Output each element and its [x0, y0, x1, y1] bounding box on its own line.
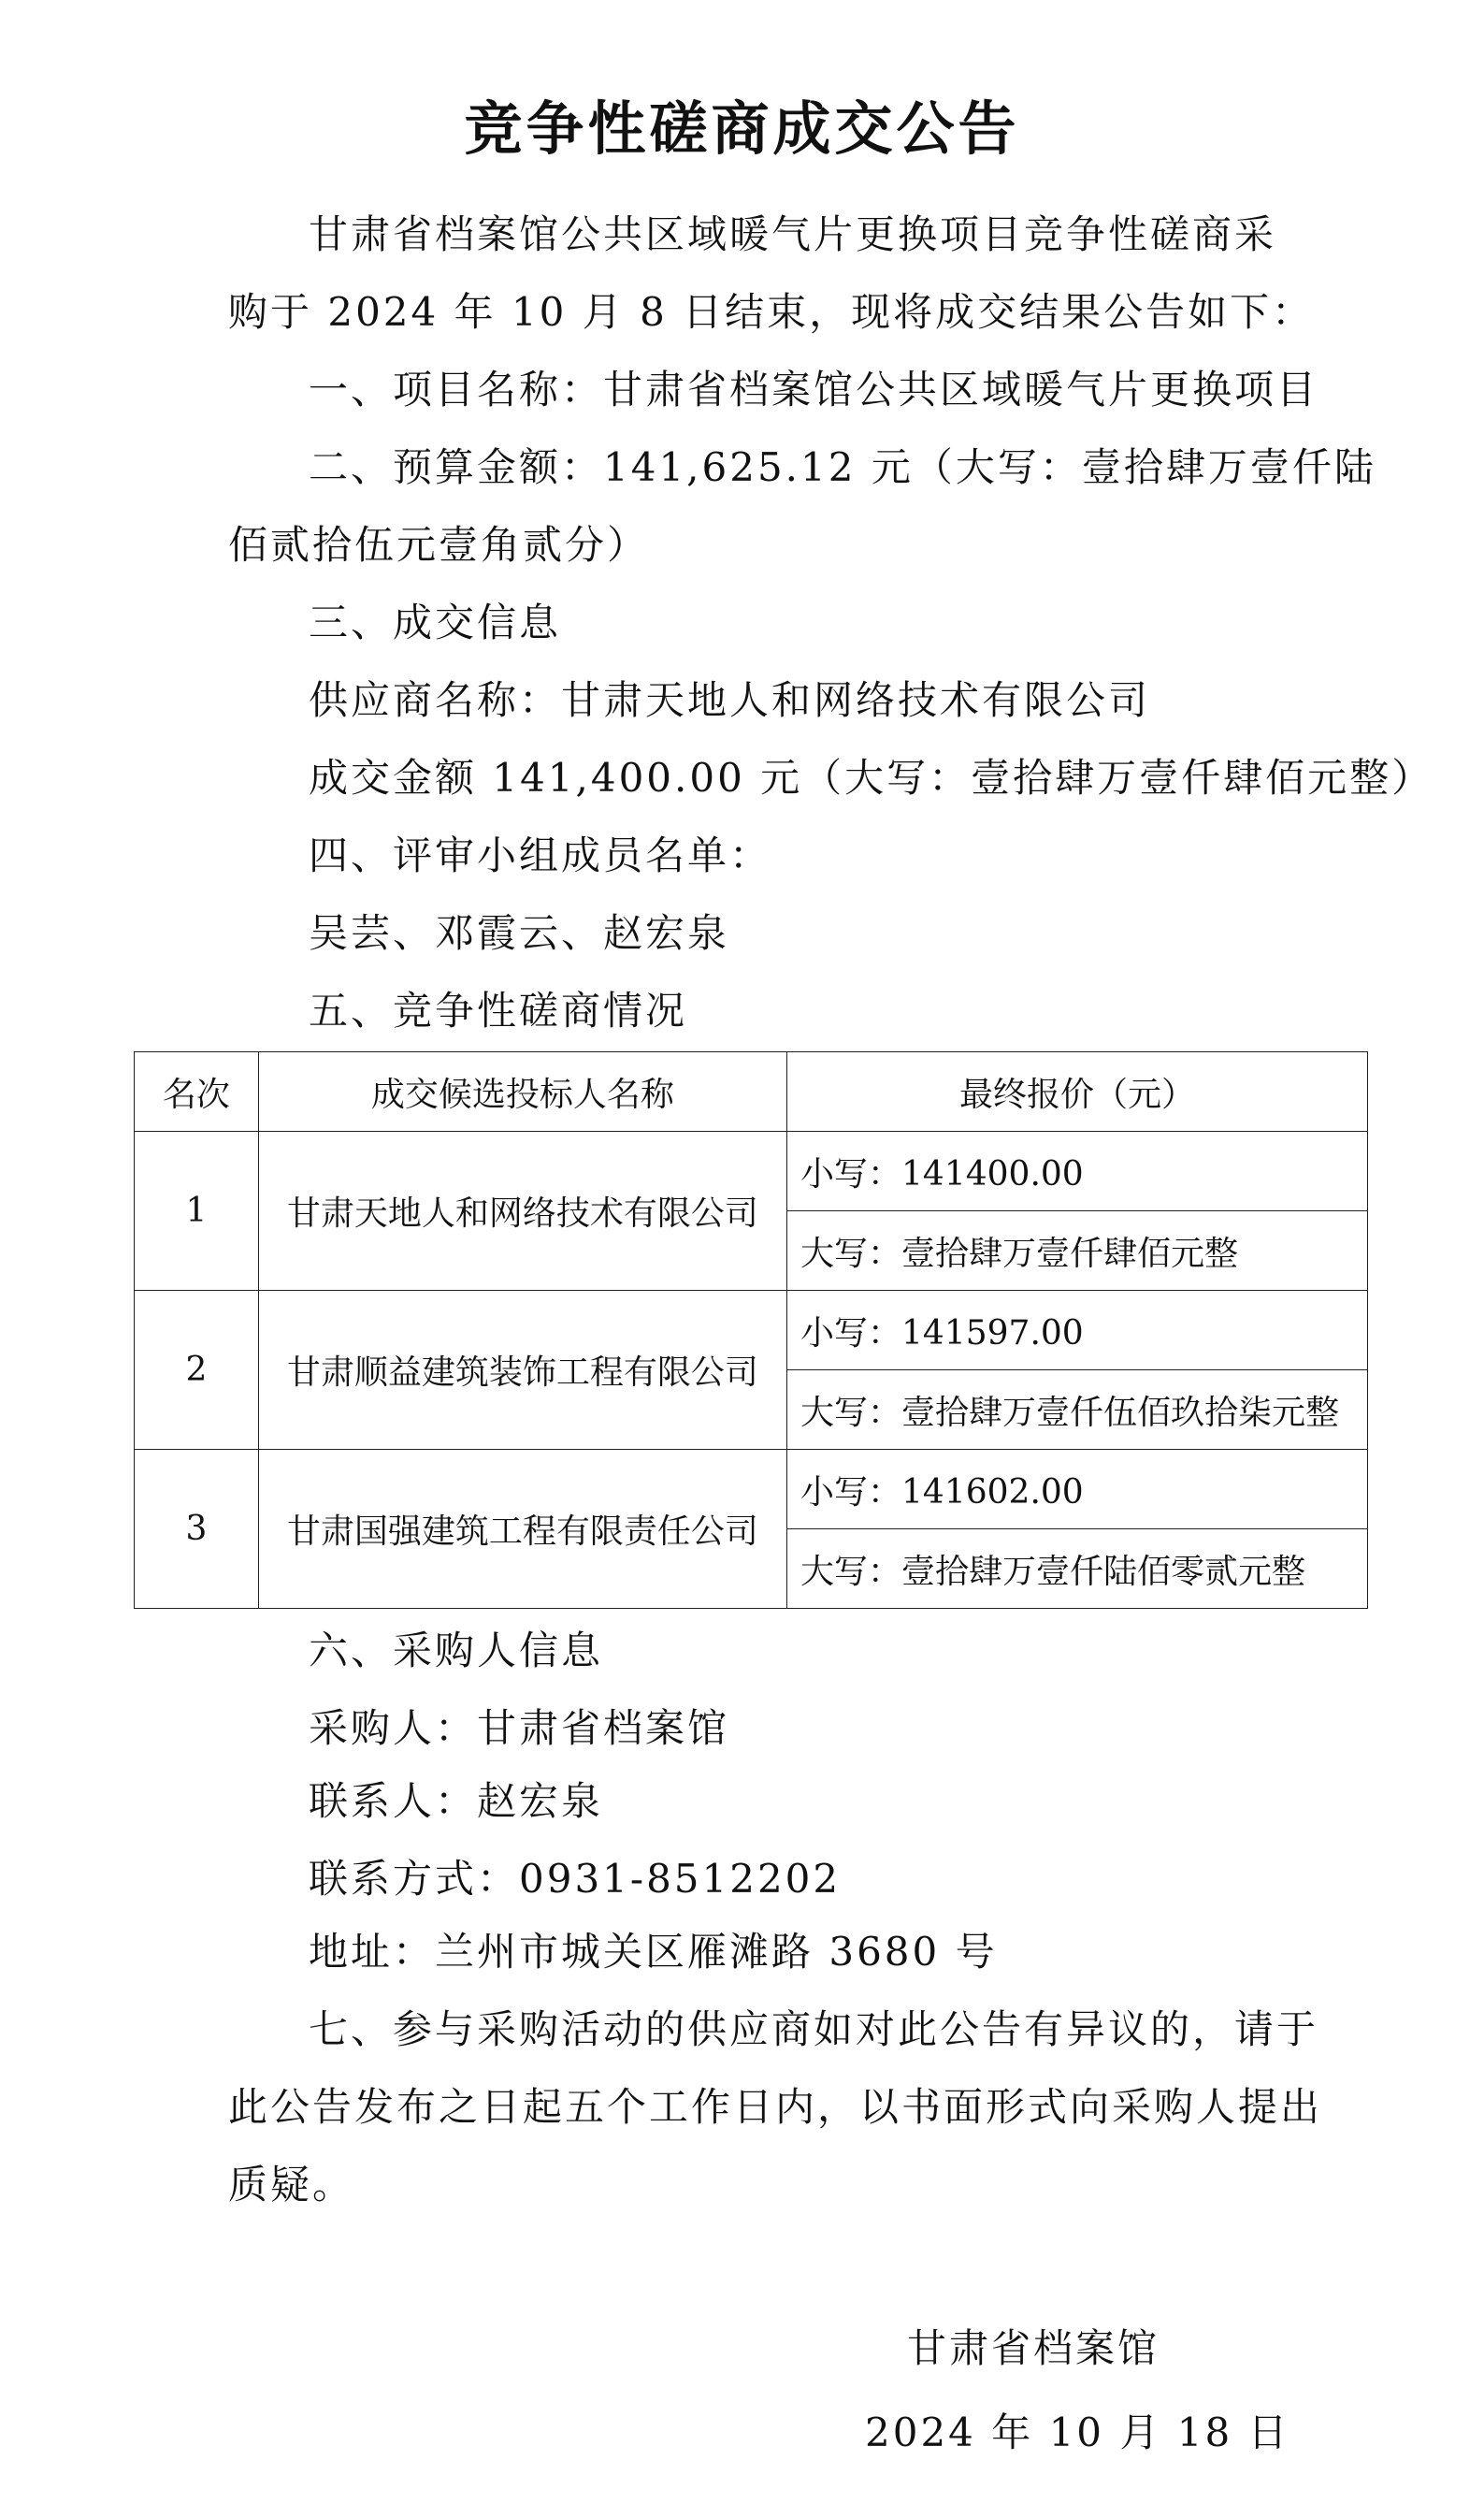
purchaser-contact-line: 联系人：赵宏泉: [309, 1778, 604, 1824]
price-small-cell: 小写：141400.00: [787, 1132, 1368, 1211]
price-small-cell: 小写：141602.00: [787, 1450, 1368, 1529]
page-title: 竞争性磋商成交公告: [464, 94, 1020, 163]
project-name-line: 一、项目名称：甘肃省档案馆公共区域暖气片更换项目: [309, 367, 1319, 412]
price-big-cell: 大写：壹拾肆万壹仟伍佰玖拾柒元整: [787, 1370, 1368, 1450]
signature-org: 甘肃省档案馆: [907, 2325, 1160, 2371]
panel-members: 吴芸、邓霞云、赵宏泉: [309, 910, 730, 956]
signature-date: 2024 年 10 月 18 日: [865, 2409, 1290, 2455]
header-bidder-name: 成交候选投标人名称: [258, 1052, 786, 1132]
purchaser-phone-line: 联系方式：0931-8512202: [309, 1856, 842, 1902]
price-small-cell: 小写：141597.00: [787, 1291, 1368, 1370]
intro-line-2: 购于 2024 年 10 月 8 日结束，现将成交结果公告如下：: [228, 289, 1315, 335]
table-row: [135, 1132, 1368, 1211]
bidder-name-cell: 甘肃顺益建筑装饰工程有限公司: [258, 1291, 786, 1450]
bidder-name-cell: 甘肃天地人和网络技术有限公司: [258, 1132, 786, 1291]
purchaser-heading: 六、采购人信息: [309, 1628, 604, 1673]
budget-line-2: 佰贰拾伍元壹角贰分）: [228, 522, 650, 568]
purchaser-address-line: 地址：兰州市城关区雁滩路 3680 号: [309, 1929, 998, 1975]
deal-amount-line: 成交金额 141,400.00 元（大写：壹拾肆万壹仟肆佰元整）: [309, 755, 1434, 801]
objection-line-3: 质疑。: [228, 2162, 355, 2207]
table-row: [135, 1450, 1368, 1529]
purchaser-name-line: 采购人：甘肃省档案馆: [309, 1705, 730, 1751]
price-big-cell: 大写：壹拾肆万壹仟陆佰零贰元整: [787, 1529, 1368, 1609]
rank-cell: 2: [135, 1291, 259, 1450]
rank-cell: 1: [135, 1132, 259, 1291]
panel-heading: 四、评审小组成员名单：: [309, 832, 772, 878]
objection-line-2: 此公告发布之日起五个工作日内，以书面形式向采购人提出: [228, 2084, 1323, 2130]
header-rank: 名次: [135, 1052, 259, 1132]
table-header-row: [135, 1052, 1368, 1132]
rank-cell: 3: [135, 1450, 259, 1609]
bidder-name-cell: 甘肃国强建筑工程有限责任公司: [258, 1450, 786, 1609]
intro-line-1: 甘肃省档案馆公共区域暖气片更换项目竞争性磋商采: [309, 211, 1277, 257]
supplier-line: 供应商名称：甘肃天地人和网络技术有限公司: [309, 677, 1151, 723]
budget-line-1: 二、预算金额：141,625.12 元（大写：壹拾肆万壹仟陆: [309, 444, 1376, 490]
table-row: [135, 1291, 1368, 1370]
header-final-price: 最终报价（元）: [787, 1052, 1368, 1132]
deal-heading: 三、成交信息: [309, 600, 562, 645]
consult-heading: 五、竞争性磋商情况: [309, 988, 688, 1034]
bid-results-table: [134, 1051, 1368, 1609]
objection-line-1: 七、参与采购活动的供应商如对此公告有异议的，请于: [309, 2006, 1319, 2052]
price-big-cell: 大写：壹拾肆万壹仟肆佰元整: [787, 1211, 1368, 1291]
